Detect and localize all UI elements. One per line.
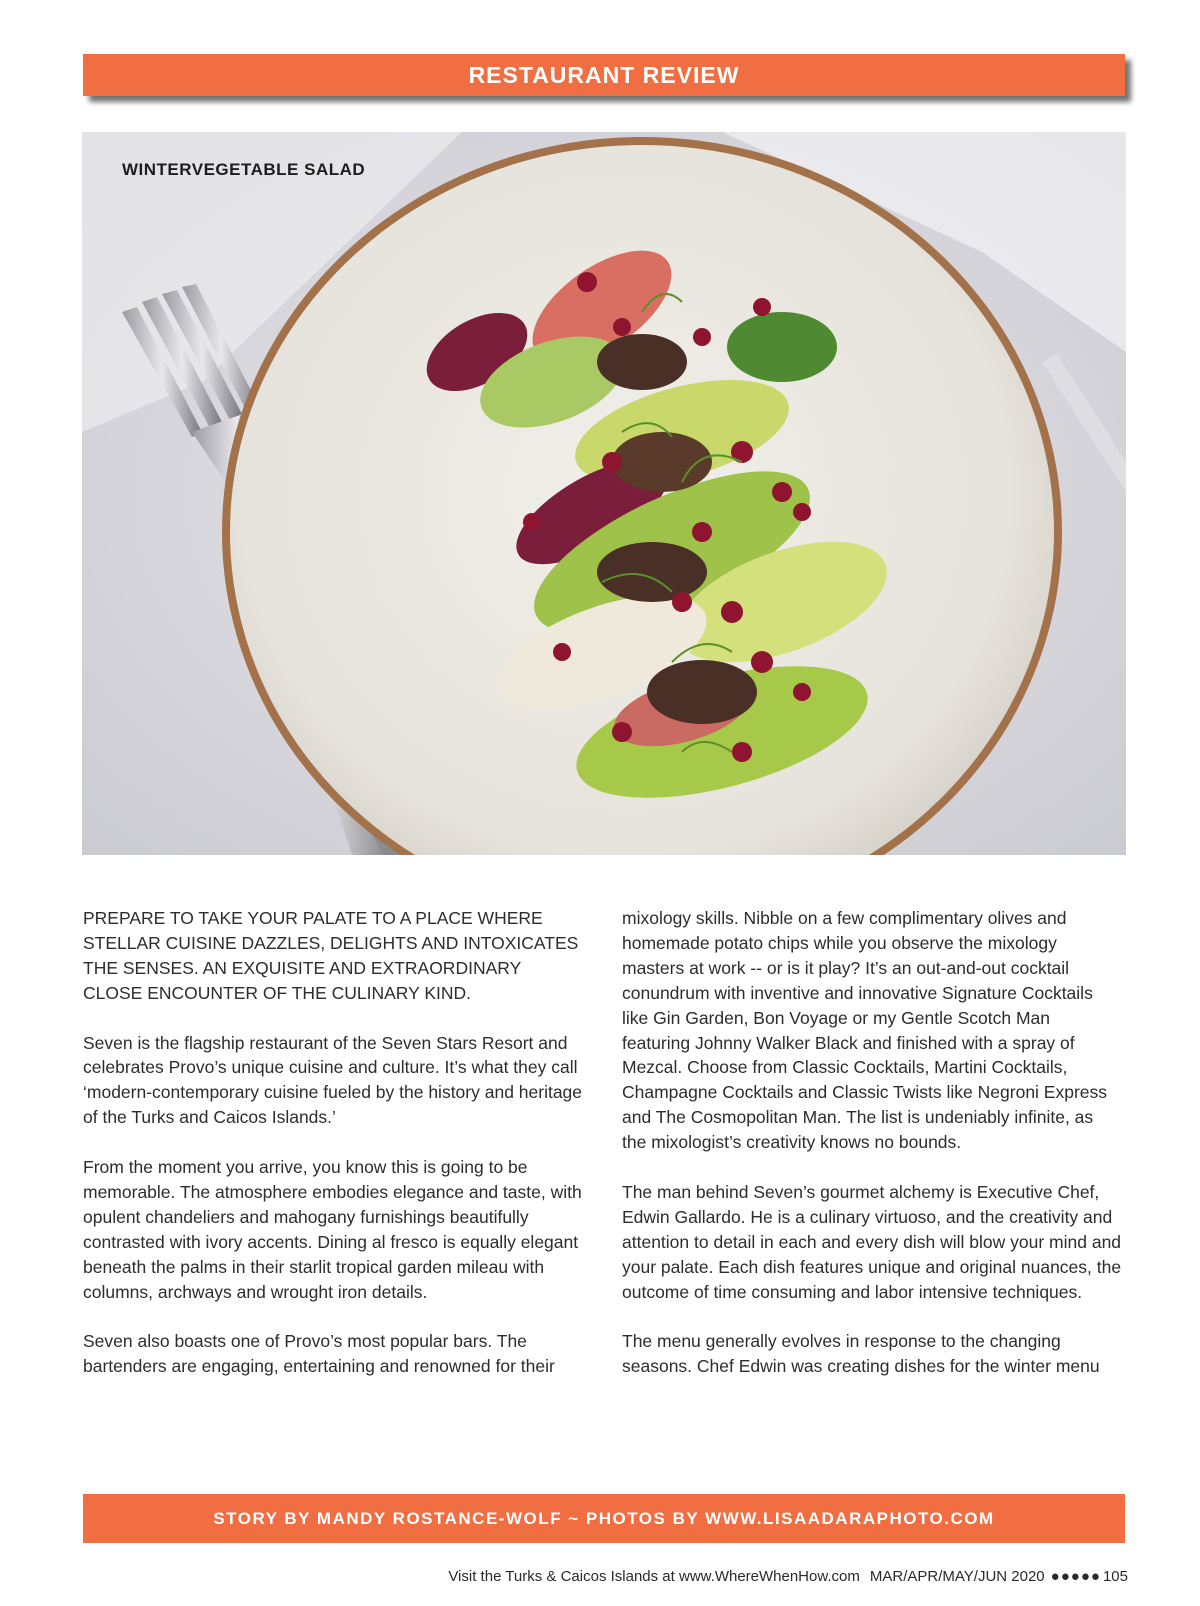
salad-photo: [82, 132, 1126, 855]
credits-text: STORY BY MANDY ROSTANCE-WOLF ~ PHOTOS BY WWW.LISAADARAPHOTO.COM: [213, 1508, 995, 1528]
article-lede: PREPARE TO TAKE YOUR PALATE TO A PLACE WHERE STELLAR CUISINE DAZZLES, DELIGHTS AND INTOXICATES THE SENSES. AN EXQUISITE AND EXTRAORDINARY CLOSE ENCOUNTER OF THE CULINARY KIND.: [83, 908, 579, 1003]
section-header-band: [83, 54, 1125, 96]
section-title: RESTAURANT REVIEW: [468, 61, 740, 88]
article-paragraph: The menu generally evolves in response to the changing seasons. Chef Edwin was creating dishes for the winter menu: [622, 1331, 1100, 1377]
article-paragraph: mixology skills. Nibble on a few complimentary olives and homemade potato chips while you observe the mixology masters at work -- or is it play? It’s an out-and-out cocktail conundrum with inventive and innovative Signature Cocktails like Gin Garden, Bon Voyage or my Gentle Scotch Man featuring Johnny Walker Black and finished with a spray of Mezcal. Choose from Classic Cocktails, Martini Cocktails, Champagne Cocktails and Classic Twists like Negroni Express and The Cosmopolitan Man. The list is undeniably infinite, as the mixologist’s creativity knows no bounds.: [622, 908, 1108, 1153]
page-number: 105: [1102, 1568, 1128, 1585]
article-paragraph: Seven is the flagship restaurant of the Seven Stars Resort and celebrates Provo’s unique cuisine and culture. It’s what they call ‘modern-contemporary cuisine fueled by the history and heritage of the Turks and Caicos Islands.’: [83, 1032, 583, 1128]
article-paragraph: From the moment you arrive, you know this is going to be memorable. The atmosphere embodies elegance and taste, with opulent chandeliers and mahogany furnishings beautifully contrasted with ivory accents. Dining al fresco is equally elegant beneath the palms in their starlit tropical garden mileau with columns, archways and wrought iron details.: [83, 1157, 582, 1302]
visit-text: Visit the Turks & Caicos Islands at www.WhereWhenHow.com: [448, 1568, 860, 1585]
article-column-left: [83, 906, 583, 1404]
article-paragraph: Seven also boasts one of Provo’s most popular bars. The bartenders are engaging, entertaining and renowned for their: [83, 1331, 555, 1377]
credits-band: [83, 1494, 1125, 1543]
salad-illustration: [82, 132, 1126, 855]
article-paragraph: The man behind Seven’s gourmet alchemy is Executive Chef, Edwin Gallardo. He is a culinary virtuoso, and the creativity and attention to detail in each and every dish will blow your mind and your palate. Each dish features unique and original nuances, the outcome of time consuming and labor intensive techniques.: [622, 1181, 1122, 1302]
page-footer: [448, 1568, 1128, 1585]
issue-date: MAR/APR/MAY/JUN 2020: [869, 1568, 1045, 1585]
article-column-right: [622, 906, 1122, 1404]
photo-caption: WINTERVEGETABLE SALAD: [122, 160, 366, 179]
decorative-dots: ●●●●●: [1050, 1568, 1101, 1585]
